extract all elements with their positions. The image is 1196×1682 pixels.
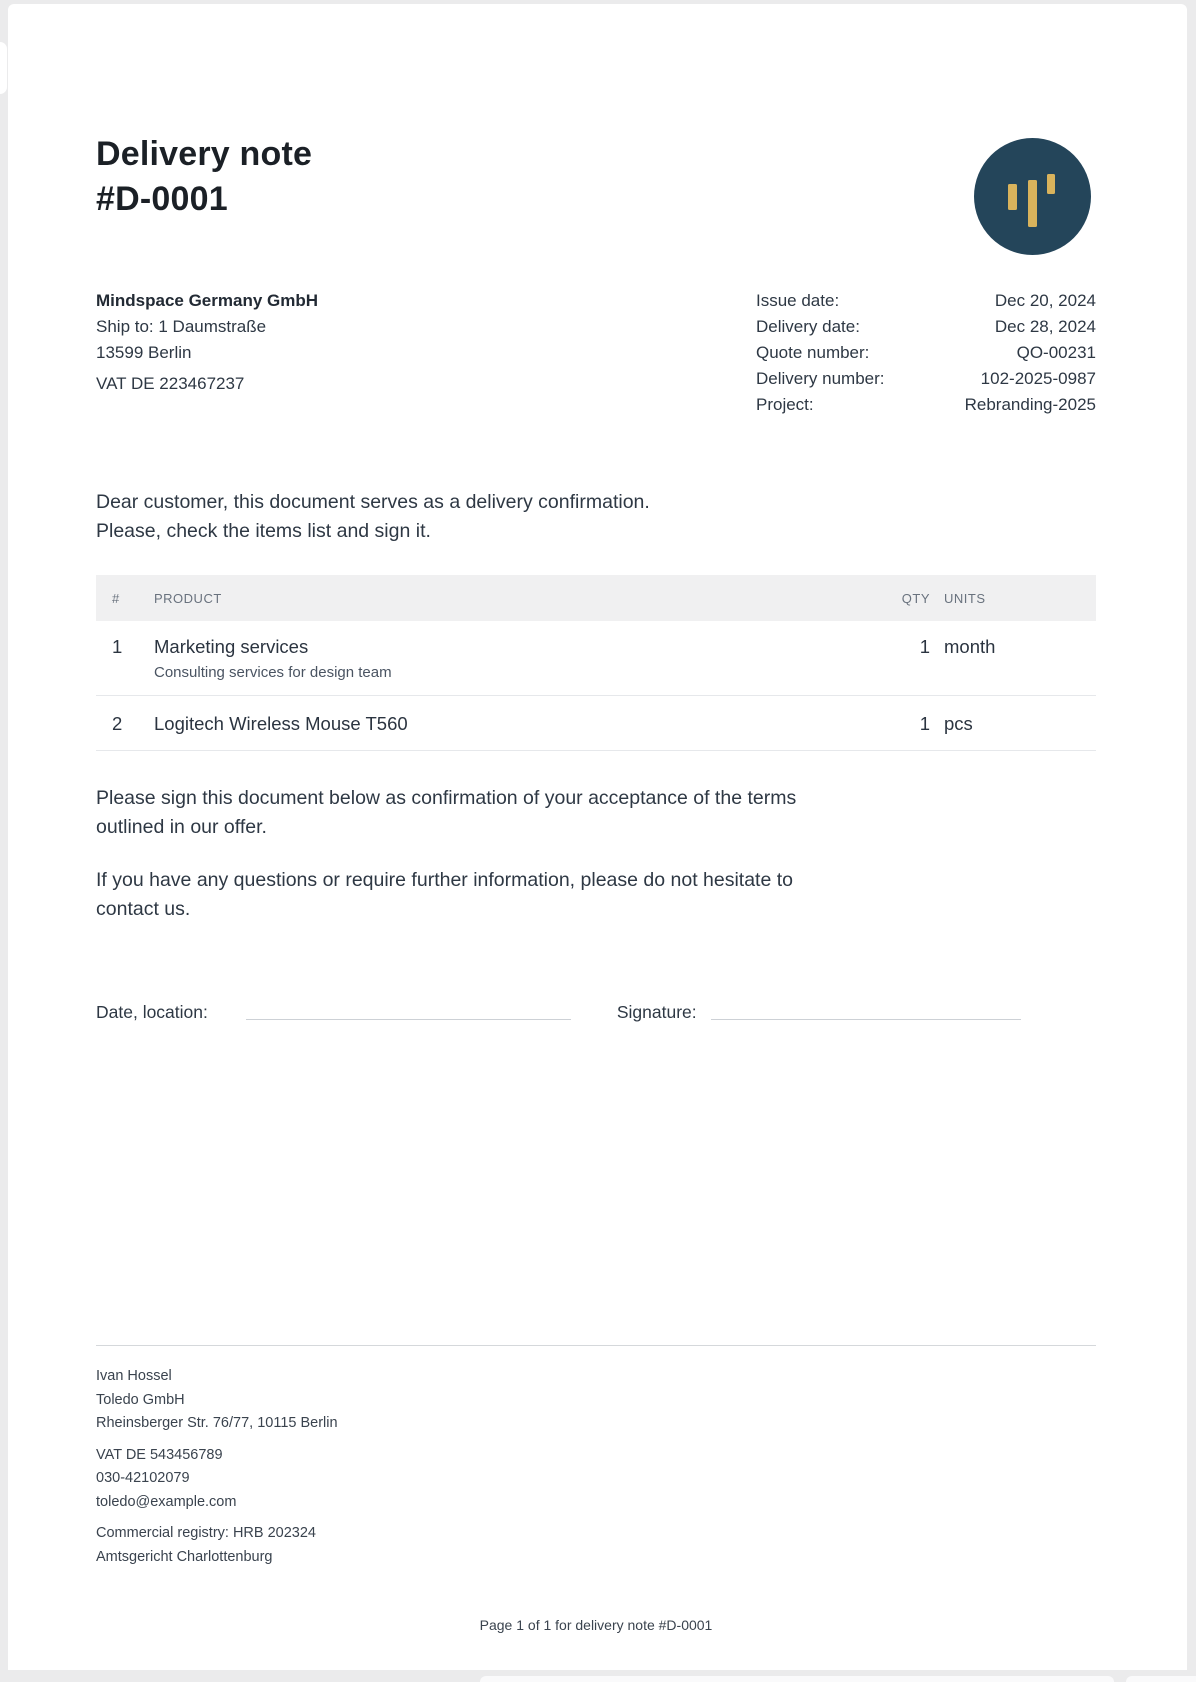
meta-label: Delivery number: [756, 369, 885, 388]
sender-contact-group [96, 1365, 1096, 1436]
row-qty: 1 [919, 713, 930, 734]
sender-block [96, 1365, 1096, 1569]
items-table [96, 575, 1096, 751]
column-header-num: # [112, 590, 120, 606]
signature-section [96, 1002, 1096, 1023]
sender-details-group [96, 1444, 1096, 1515]
terms-line: Please sign this document below as confirmation of your acceptance of the terms [96, 787, 797, 809]
sender-address: Rheinsberger Str. 76/77, 10115 Berlin [96, 1415, 338, 1431]
document-type-title: Delivery note [96, 135, 313, 173]
background-panel-edge [1126, 1676, 1196, 1682]
sender-email: toledo@example.com [96, 1493, 237, 1510]
meta-row-quote-number [756, 340, 1096, 366]
terms-line: outlined in our offer. [96, 815, 267, 838]
recipient-name: Mindspace Germany GmbH [96, 291, 319, 310]
intro-line: Please, check the items list and sign it. [96, 519, 431, 542]
meta-row-issue-date [756, 288, 1096, 314]
delivery-note-page [8, 4, 1187, 1670]
product-name: Marketing services [154, 636, 309, 657]
column-header-units: UNITS [944, 590, 986, 606]
company-logo-icon [974, 138, 1091, 255]
intro-paragraph [96, 488, 1096, 545]
terms-line: contact us. [96, 897, 191, 920]
terms-paragraph-1 [96, 784, 1096, 841]
row-units: month [944, 636, 996, 657]
logo-bar [1028, 180, 1037, 227]
recipient-vat: VAT DE 223467237 [96, 374, 245, 393]
column-header-product: PRODUCT [154, 590, 222, 606]
meta-value: Rebranding-2025 [964, 395, 1096, 414]
intro-line: Dear customer, this document serves as a delivery confirmation. [96, 491, 650, 513]
meta-value: Dec 28, 2024 [994, 317, 1096, 336]
signature-label: Signature: [616, 1002, 697, 1022]
recipient-ship-to: Ship to: 1 Daumstraße [96, 317, 267, 336]
row-number: 1 [112, 636, 123, 657]
terms-paragraph-2 [96, 866, 1096, 923]
recipient-block [96, 288, 318, 418]
row-qty: 1 [919, 636, 930, 657]
sender-registry-group [96, 1522, 1096, 1569]
meta-label: Quote number: [756, 343, 870, 362]
sender-vat: VAT DE 543456789 [96, 1446, 223, 1463]
background-panel-edge [480, 1676, 1114, 1682]
row-units: pcs [944, 713, 973, 734]
sender-court: Amtsgericht Charlottenburg [96, 1548, 273, 1565]
meta-label: Delivery date: [756, 317, 860, 336]
meta-row-delivery-number [756, 366, 1096, 392]
sender-name: Ivan Hossel [96, 1368, 172, 1384]
logo-bar [1008, 184, 1017, 210]
meta-row-delivery-date [756, 314, 1096, 340]
logo-bar [1047, 174, 1055, 194]
sender-phone: 030-42102079 [96, 1470, 190, 1486]
date-location-label: Date, location: [96, 1002, 208, 1022]
product-description: Consulting services for design team [154, 664, 392, 681]
product-name: Logitech Wireless Mouse T560 [154, 713, 408, 734]
page-number-footer: Page 1 of 1 for delivery note #D-0001 [479, 1617, 713, 1633]
sender-company: Toledo GmbH [96, 1391, 185, 1408]
meta-value: 102-2025-0987 [980, 369, 1096, 388]
document-number-title: #D-0001 [96, 180, 228, 218]
background-panel-edge [0, 42, 7, 94]
meta-value: QO-00231 [1016, 343, 1096, 362]
meta-label: Issue date: [756, 291, 840, 310]
document-meta-block [756, 288, 1096, 418]
row-number: 2 [112, 713, 123, 734]
meta-row-project [756, 392, 1096, 418]
row-product-cell [154, 712, 854, 736]
meta-value: Dec 20, 2024 [994, 291, 1096, 310]
footer-divider [96, 1345, 1096, 1346]
meta-label: Project: [756, 395, 814, 414]
row-product-cell [154, 635, 854, 683]
date-location-line [246, 1019, 571, 1020]
column-header-qty: QTY [901, 590, 930, 606]
items-table-header [96, 575, 1096, 621]
signature-line [711, 1019, 1021, 1020]
parties-and-meta [96, 288, 1096, 418]
terms-line: If you have any questions or require further information, please do not hesitate to [96, 869, 794, 891]
recipient-city: 13599 Berlin [96, 343, 192, 362]
table-row [96, 696, 1096, 751]
sender-registry: Commercial registry: HRB 202324 [96, 1525, 316, 1541]
page-title [96, 4, 1096, 222]
table-row [96, 621, 1096, 696]
